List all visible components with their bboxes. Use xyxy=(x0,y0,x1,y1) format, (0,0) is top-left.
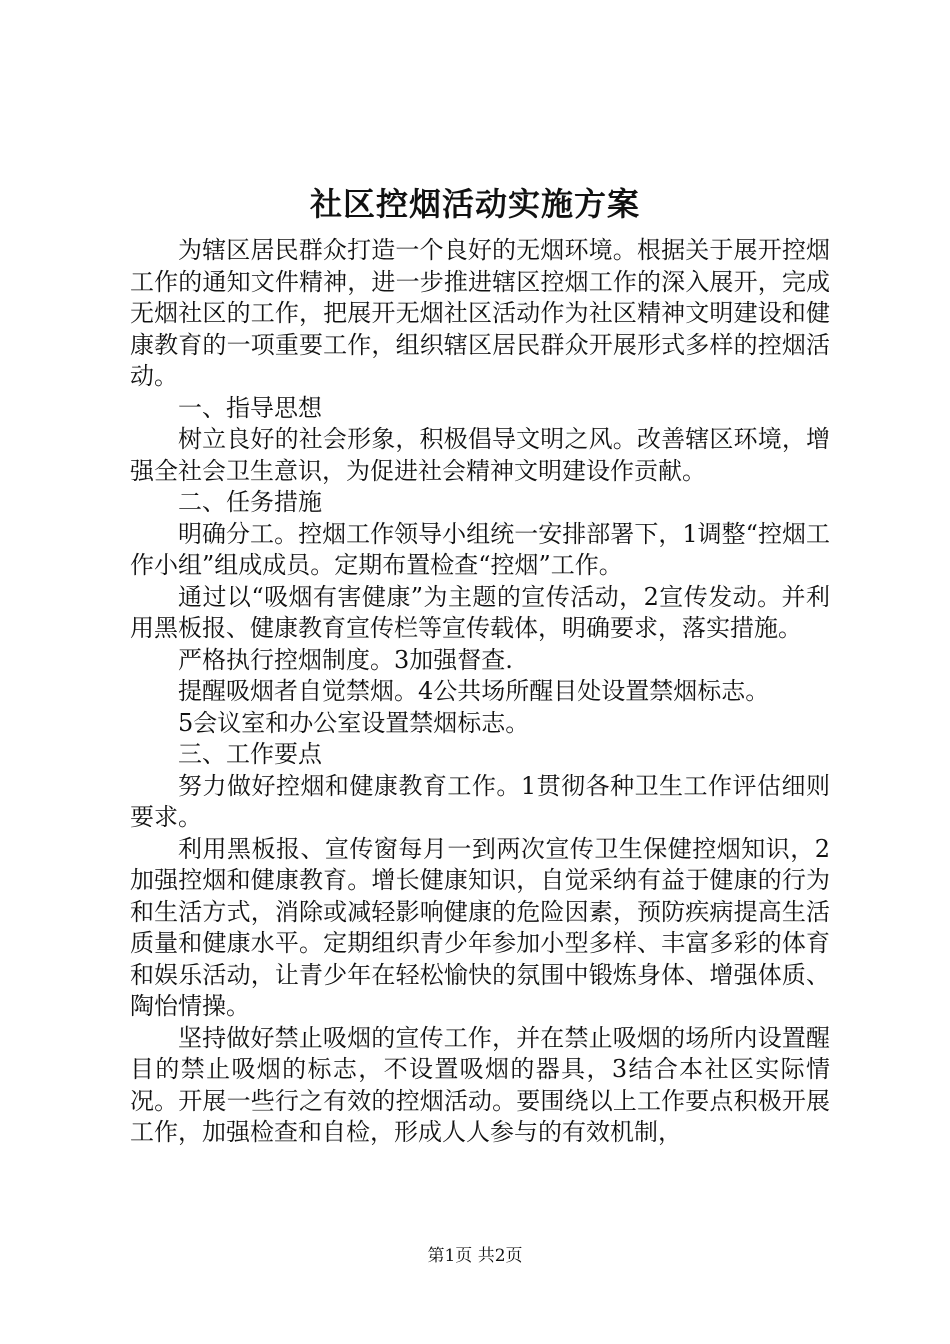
document-body xyxy=(130,235,830,1149)
paragraph-work-point-3: 坚持做好禁止吸烟的宣传工作，并在禁止吸烟的场所内设置醒目的禁止吸烟的标志，不设置吸烟的器具，3结合本社区实际情况。开展一些行之有效的控烟活动。要围绕以上工作要点积极开展工作，加强检查和自检，形成人人参与的有效机制， xyxy=(130,1023,830,1146)
paragraph-guiding-ideology: 树立良好的社会形象，积极倡导文明之风。改善辖区环境，增强全社会卫生意识，为促进社会精神文明建设作贡献。 xyxy=(130,425,830,485)
paragraph-measure-4: 提醒吸烟者自觉禁烟。4公共场所醒目处设置禁烟标志。 xyxy=(178,677,770,705)
paragraph-measure-2: 通过以“吸烟有害健康”为主题的宣传活动，2宣传发动。并利用黑板报、健康教育宣传栏等宣传载体，明确要求，落实措施。 xyxy=(130,582,830,642)
paragraph-intro: 为辖区居民群众打造一个良好的无烟环境。根据关于展开控烟工作的通知文件精神，进一步推进辖区控烟工作的深入展开，完成无烟社区的工作，把展开无烟社区活动作为社区精神文明建设和健康教育的一项重要工作，组织辖区居民群众开展形式多样的控烟活动。 xyxy=(130,236,830,390)
paragraph-measure-1: 明确分工。控烟工作领导小组统一安排部署下，1调整“控烟工作小组”组成成员。定期布置检查“控烟”工作。 xyxy=(130,519,830,579)
section-heading-task-measures: 二、任务措施 xyxy=(178,488,322,516)
section-heading-work-points: 三、工作要点 xyxy=(178,740,322,768)
document-title: 社区控烟活动实施方案 xyxy=(309,185,640,223)
section-heading-guiding-ideology: 一、指导思想 xyxy=(178,393,322,422)
paragraph-work-point-1: 努力做好控烟和健康教育工作。1贯彻各种卫生工作评估细则要求。 xyxy=(130,771,830,831)
paragraph-measure-5: 5会议室和办公室设置禁烟标志。 xyxy=(178,708,530,737)
paragraph-work-point-2: 利用黑板报、宣传窗每月一到两次宣传卫生保健控烟知识，2加强控烟和健康教育。增长健康知识，自觉采纳有益于健康的行为和生活方式，消除或减轻影响健康的危险因素，预防疾病提高生活质量和健康水平。定期组织青少年参加小型多样、丰富多彩的体育和娱乐活动，让青少年在轻松愉快的氛围中锻炼身体、增强体质、陶怡情操。 xyxy=(130,834,830,1020)
paragraph-measure-3: 严格执行控烟制度。3加强督查. xyxy=(178,645,513,674)
page-number-footer: 第1页 共2页 xyxy=(427,1246,523,1266)
